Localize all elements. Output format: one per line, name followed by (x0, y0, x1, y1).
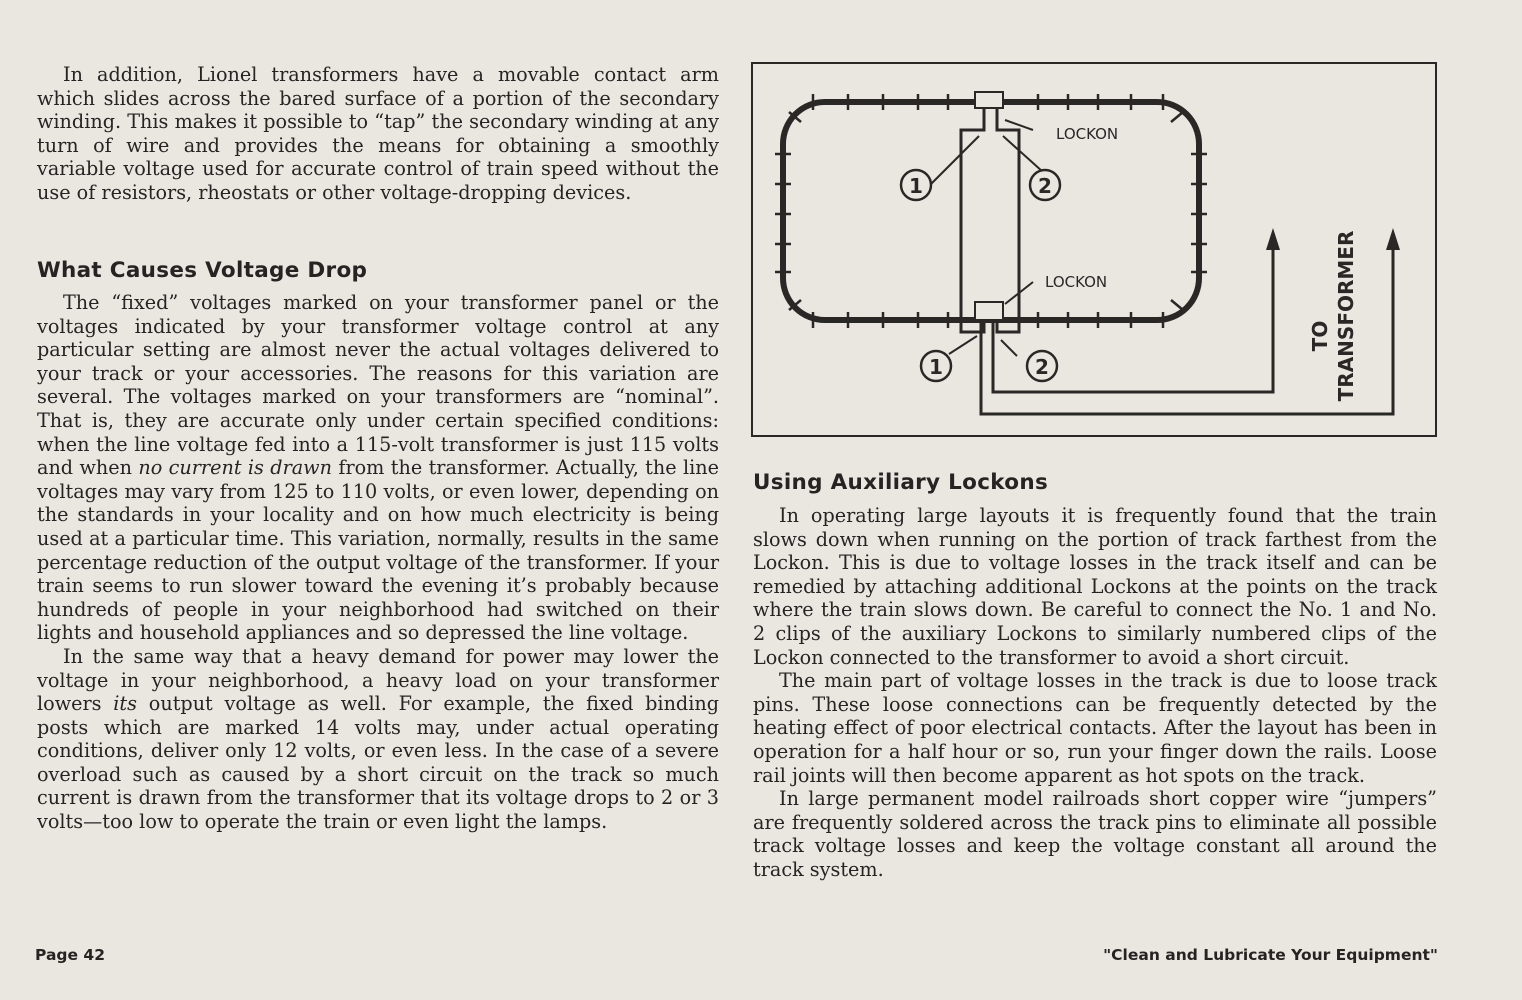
arrow-up-2 (1386, 228, 1400, 250)
clip-2-top-label: 2 (1038, 174, 1052, 198)
voltage-drop-heading: What Causes Voltage Drop (37, 258, 368, 283)
lockon-top-label: LOCKON (1056, 125, 1119, 143)
voltage-drop-paragraph-1: The “fixed” voltages marked on your transformer panel or the voltages indicated by your transformer voltage control at any particular setting are almost never the actual voltages delivered to your track or your accessories. The reasons for this variation are several. The voltages marked on your transformers are “nominal”. That is, they are accurate only under certain specified conditions: when the line voltage fed into a 115-volt transformer is just 115 volts and when no current is drawn from the transformer. Actually, the line voltages may vary from 125 to 110 volts, or even lower, depending on the standards in your locality and on how much electricity is being used at a particular time. This variation, normally, results in the same percentage reduction of the output voltage of the transformer. If your train seems to run slower toward the evening it’s probably because hundreds of people in your neighborhood had switched on their lights and household appliances and so depressed the line voltage. (37, 291, 719, 645)
left-column-intro (37, 63, 719, 205)
clip-1-bottom-label: 1 (929, 355, 943, 379)
track-oval (783, 102, 1199, 320)
clip-1-bottom (921, 351, 951, 381)
clip-2-bottom-label: 2 (1035, 355, 1049, 379)
lockon-bottom-box (975, 302, 1003, 320)
track-ties (775, 94, 1207, 328)
auxiliary-lockons-paragraph-3: In large permanent model railroads short copper wire “jumpers” are frequently soldered across the track pins to eliminate all possible track voltage losses and keep the voltage constant all around the track system. (753, 787, 1437, 881)
clip-1-top (901, 170, 931, 200)
clip-2-bottom (1027, 351, 1057, 381)
page-number: Page 42 (35, 946, 105, 964)
lockon-bottom-label: LOCKON (1045, 273, 1108, 291)
connecting-wires (961, 108, 1393, 414)
auxiliary-lockons-paragraph-2: The main part of voltage losses in the track is due to loose track pins. These loose connections can be frequently detected by the heating effect of poor electrical contacts. After the layout has been in operation for a half hour or so, run your finger down the rails. Loose rail joints will then become apparent as hot spots on the track. (753, 669, 1437, 787)
voltage-drop-paragraph-2: In the same way that a heavy demand for power may lower the voltage in your neighborhood, a heavy load on your transformer lowers its output voltage as well. For example, the fixed binding posts which are marked 14 volts may, under actual operating conditions, deliver only 12 volts, or even less. In the case of a severe overload such as caused by a short circuit on the track so much current is drawn from the transformer that its voltage drops to 2 or 3 volts—too low to operate the train or even light the lamps. (37, 644, 719, 834)
arrow-up-1 (1266, 228, 1280, 250)
transformer-label: TRANSFORMER (1334, 230, 1358, 402)
auxiliary-lockons-heading: Using Auxiliary Lockons (753, 470, 1049, 495)
clip-1-top-label: 1 (909, 174, 923, 198)
emphasis-its: its (113, 692, 137, 716)
footer-slogan: "Clean and Lubricate Your Equipment" (1103, 946, 1438, 964)
emphasis-no-current: no current is drawn (138, 456, 332, 480)
wiring-diagram-svg (753, 64, 1439, 439)
lockon-top-box (975, 92, 1003, 108)
auxiliary-lockons-paragraph-1: In operating large layouts it is frequently found that the train slows down when running on the portion of track farthest from the Lockon. This is due to voltage losses in the track itself and can be remedied by attaching additional Lockons at the points on the track where the train slows down. Be careful to connect the No. 1 and No. 2 clips of the auxiliary Lockons to similarly numbered clips of the Lockon connected to the transformer to avoid a short circuit. (753, 504, 1437, 669)
lockon-wiring-diagram (751, 62, 1437, 437)
right-column-body (753, 504, 1437, 882)
to-label: TO (1308, 320, 1332, 352)
left-column-body (37, 291, 719, 834)
intro-paragraph: In addition, Lionel transformers have a movable contact arm which slides across the bared surface of a portion of the secondary winding. This makes it possible to “tap” the secondary winding at any turn of wire and provides the means for obtaining a smoothly variable voltage used for accurate control of train speed without the use of resistors, rheostats or other voltage-dropping devices. (37, 63, 719, 204)
clip-2-top (1030, 170, 1060, 200)
